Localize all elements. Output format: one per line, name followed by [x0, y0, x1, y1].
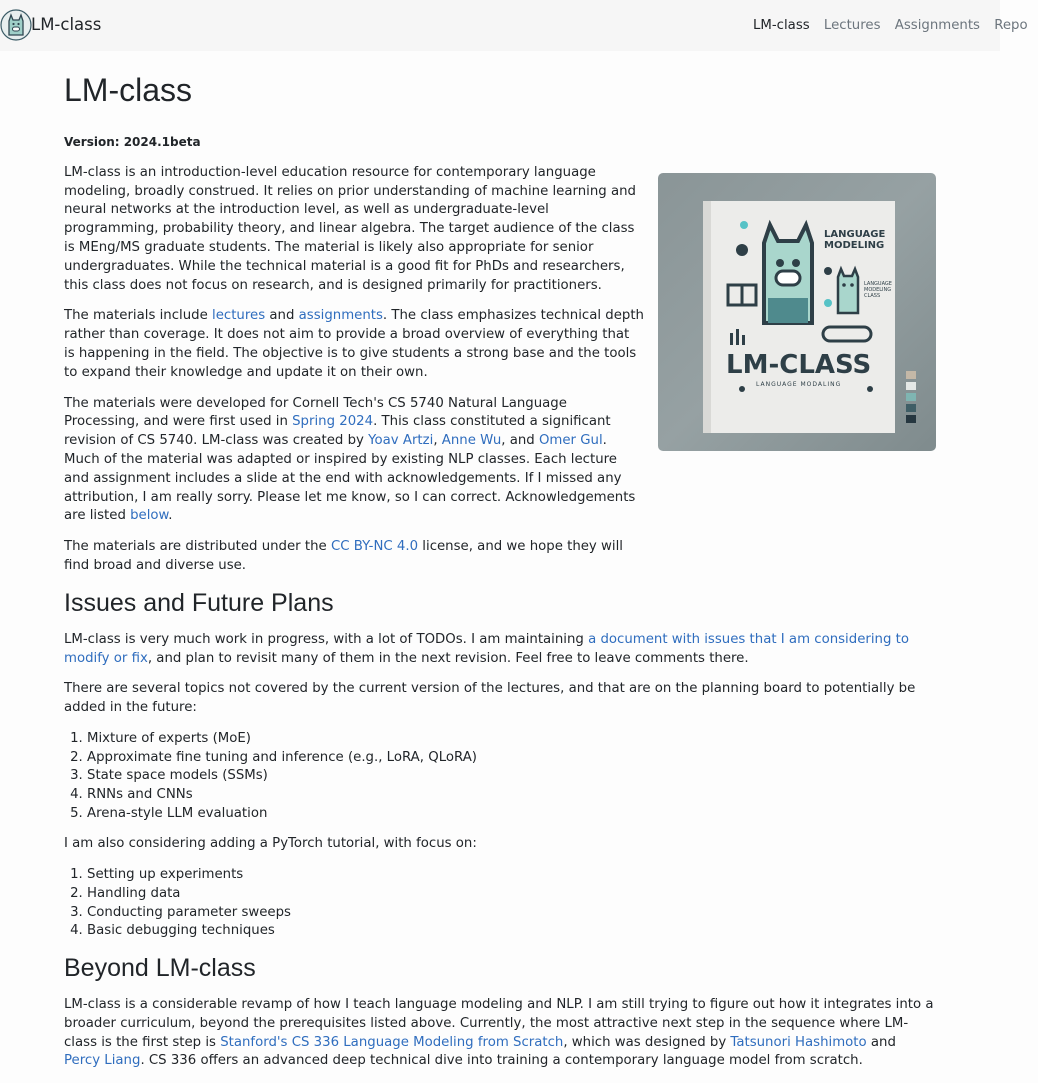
topics-list — [87, 730, 936, 824]
text-span: The materials include — [64, 308, 213, 324]
hashimoto-link[interactable]: Tatsunori Hashimoto — [730, 1034, 867, 1050]
llama-icon — [764, 225, 812, 323]
text-span: LM-class is very much work in progress, with a lot of TODOs. I am maintaining — [64, 631, 589, 647]
topics-paragraph: There are several topics not covered by the current version of the lectures, and that are on the planning board to potentially be added in the future: — [64, 681, 916, 716]
text-span: . Much of the material was adapted or inspired by existing NLP classes. Each lecture and assignment includes a slide at the end with acknowledgements. If I missed any attribution, I am really sorry. Please let me know, so I can correct. Acknowledgements are listed — [64, 433, 636, 524]
nav-link-lectures[interactable]: Lectures — [823, 18, 881, 33]
cover-small-line3: CLASS — [864, 292, 881, 299]
text-span: . This class constituted a significant revision of CS 5740. LM-class was created by — [64, 414, 611, 449]
assignments-link[interactable]: assignments — [298, 308, 383, 324]
cover-small-line2: MODELING — [864, 286, 892, 293]
text-span: and — [265, 308, 299, 324]
text-span: license, and we hope they will find broad and diverse use. — [64, 539, 623, 573]
book-cover-image — [658, 173, 936, 451]
cover-title-line1: LANGUAGE — [824, 228, 886, 240]
list-item: 5. Arena-style LLM evaluation — [87, 805, 936, 824]
beyond-heading: Beyond LM-class — [64, 954, 256, 983]
small-llama-icon — [838, 269, 858, 313]
nav-link-repo[interactable]: Repo — [994, 18, 1028, 33]
spring-2024-link[interactable]: Spring 2024 — [292, 414, 374, 430]
intro-section — [64, 164, 936, 576]
issues-paragraph — [64, 631, 936, 669]
materials-paragraph — [64, 307, 644, 382]
list-item: 4. RNNs and CNNs — [87, 786, 936, 805]
brand-name: LM-class — [31, 14, 102, 34]
beyond-paragraph — [64, 996, 936, 1071]
cover-title-line2: MODELING — [824, 239, 885, 251]
text-span: , and plan to revisit many of them in the next revision. Feel free to leave comments there. — [147, 650, 749, 666]
nav-link-assignments[interactable]: Assignments — [894, 18, 980, 33]
pytorch-paragraph: I am also considering adding a PyTorch tutorial, with focus on: — [64, 836, 477, 852]
navbar — [0, 0, 1028, 51]
text-span: , and — [501, 433, 539, 449]
lectures-link[interactable]: lectures — [212, 308, 266, 324]
list-item: 1. Mixture of experts (MoE) — [87, 730, 936, 749]
page-title: LM-class — [64, 72, 193, 108]
cover-small-line1: LANGUAGE — [864, 280, 892, 287]
history-paragraph — [64, 395, 644, 527]
nav-link-lm-class[interactable]: LM-class — [753, 18, 810, 33]
liang-link[interactable]: Percy Liang — [64, 1053, 141, 1069]
text-span: . CS 336 offers an advanced deep technical dive into training a contemporary language model from scratch. — [140, 1053, 863, 1069]
intro-paragraph: LM-class is an introduction-level education resource for contemporary language modeling, broadly construed. It relies on prior understanding of machine learning and neural networks at the introduction level, as well as undergraduate-level programming, probability theory, and linear algebra. The target audience of the class is MEng/MS graduate students. The material is likely also appropriate for senior undergraduates. While the technical material is a good fit for PhDs and researchers, this class does not focus on research, and is designed primarily for practitioners. — [64, 164, 636, 293]
list-item: 2. Approximate fine tuning and inference (e.g., LoRA, QLoRA) — [87, 749, 936, 768]
llama-logo-icon — [0, 9, 32, 41]
text-span: The materials are distributed under the — [64, 539, 331, 555]
issues-document-link[interactable]: a document with issues that I am considering to modify or fix — [64, 631, 909, 666]
cs336-link[interactable]: Stanford's CS 336 Language Modeling from Scratch — [220, 1034, 564, 1050]
anne-wu-link[interactable]: Anne Wu — [441, 433, 502, 449]
cc-license-link[interactable]: CC BY-NC 4.0 — [330, 539, 419, 555]
text-span: and — [866, 1034, 896, 1050]
list-item: 3. State space models (SSMs) — [87, 767, 936, 786]
cover-big-title: LM-CLASS — [726, 349, 872, 380]
omer-gul-link[interactable]: Omer Gul — [538, 433, 603, 449]
below-link[interactable]: below — [130, 508, 169, 524]
license-paragraph — [64, 538, 644, 576]
yoav-artzi-link[interactable]: Yoav Artzi — [368, 433, 434, 449]
nav-links — [753, 17, 1038, 36]
version-label: Version: 2024.1beta — [64, 135, 201, 149]
text-span: LM-class is a considerable revamp of how I teach language modeling and NLP. I am still trying to figure out how it integrates into a broader curriculum, beyond the prerequisites listed above. Currently, the most attractive next step in the sequence where LM-class is the first step is — [64, 997, 934, 1050]
issues-heading: Issues and Future Plans — [64, 588, 334, 617]
text-span: . — [168, 508, 173, 524]
tutorial-list — [87, 866, 936, 941]
list-item: 2. Handling data — [87, 885, 936, 904]
text-span: The materials were developed for Cornell Tech's CS 5740 Natural Language Processing, and were first used in — [64, 395, 567, 430]
list-item: 4. Basic debugging techniques — [87, 922, 936, 941]
text-span: , which was designed by — [563, 1034, 731, 1050]
text-span: . The class emphasizes technical depth rather than coverage. It does not aim to provide a broad overview of everything that is happening in the field. The objective is to give students a strong base and the tools to expand their knowledge and update it on their own. — [64, 308, 644, 380]
brand[interactable] — [0, 9, 101, 41]
list-item: 1. Setting up experiments — [87, 866, 936, 885]
text-span: , — [433, 433, 442, 449]
cover-subtitle: LANGUAGE MODALING — [756, 380, 842, 388]
list-item: 3. Conducting parameter sweeps — [87, 904, 936, 923]
main-content — [64, 70, 936, 1083]
